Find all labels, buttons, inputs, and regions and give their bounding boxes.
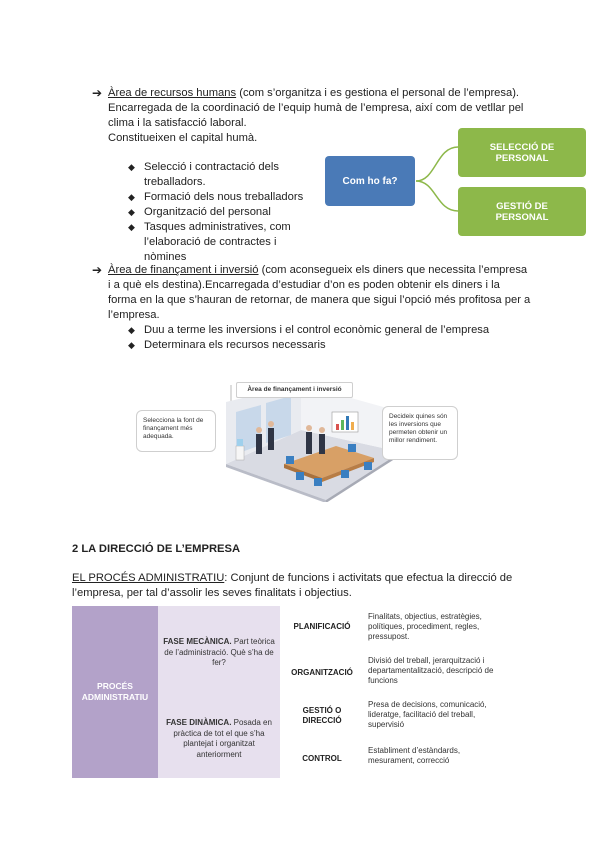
finance-bullet-text: Determinara els recursos necessaris	[144, 339, 326, 351]
diagram-selection-box: SELECCIÓ DE PERSONAL	[458, 128, 586, 177]
hr-area-line2: Encarregada de la coordinació de l’equip humà de l’empresa, així com de vetllar pel	[108, 102, 524, 114]
hr-bullet-text: Tasques administratives, com	[144, 221, 291, 233]
row-label-management: GESTIÓ O DIRECCIÓ	[302, 706, 342, 725]
hr-area-line3: clima i la satisfacció laboral.	[108, 117, 247, 129]
finance-bullet-text: Duu a terme les inversions i el control econòmic general de l’empresa	[144, 324, 490, 336]
hr-bullet-text: Formació dels nous treballadors	[144, 191, 304, 203]
hr-bullet-text: treballadors.	[144, 176, 206, 188]
illustration-right-callout: Decideix quines són les inversions que permeten obtenir un millor rendiment.	[382, 406, 458, 460]
diamond-bullet-icon: ◆	[128, 207, 135, 217]
illustration-left-callout: Selecciona la font de finançament més adequada.	[136, 410, 216, 452]
diamond-bullet-icon: ◆	[128, 192, 135, 202]
hr-area-title: Àrea de recursos humans	[108, 87, 237, 99]
section-heading: 2 LA DIRECCIÓ DE L’EMPRESA	[72, 543, 241, 555]
finance-area-line3: forma en la que s’hauran de retornar, de manera que sigui l’opció més profitosa per a	[108, 294, 531, 306]
hr-bullet-text: nòmines	[144, 251, 187, 263]
intro-title: EL PROCÉS ADMINISTRATIU	[72, 572, 225, 584]
intro-line1: EL PROCÉS ADMINISTRATIU: Conjunt de funcions i activitats que efectua la direcció de	[72, 572, 513, 584]
diamond-bullet-icon: ◆	[128, 162, 135, 172]
finance-area-line1: Àrea de finançament i inversió (com aconsegueix els diners que necessita l’empresa	[108, 264, 528, 276]
row-label-control: CONTROL	[302, 754, 342, 763]
finance-area-line4: l’empresa.	[108, 309, 160, 321]
row-desc-control: Establiment d’estàndards, mesurament, correcció	[368, 746, 461, 765]
row-desc-management: Presa de decisions, comunicació, lideratge, facilitació del treball, supervisió	[368, 700, 487, 729]
hr-bullet-text: Organització del personal	[144, 206, 271, 218]
arrow-bullet-icon: ➔	[92, 86, 103, 100]
mechanical-phase: FASE MECÀNICA. Part teòrica de l’administració. Què s’ha de fer?	[163, 637, 275, 667]
row-desc-planning: Finalitats, objectius, estratègies, polítiques, procediment, regles, pressupost.	[368, 612, 482, 641]
hr-area-line4: Constitueixen el capital humà.	[108, 132, 258, 144]
row-label-planning: PLANIFICACIÓ	[293, 622, 351, 631]
dynamic-phase: FASE DINÀMICA. Posada en pràctica de tot el que s’ha plantejat i organitzat anteriorment	[166, 718, 272, 759]
diamond-bullet-icon: ◆	[128, 222, 135, 232]
process-left-cell: PROCÉS ADMINISTRATIU	[72, 606, 158, 778]
hr-bullet-text: l’elaboració de contractes i	[144, 236, 277, 248]
arrow-bullet-icon: ➔	[92, 263, 103, 277]
intro-line2: l’empresa, per tal d’assolir les seves finalitats i objectius.	[72, 587, 352, 599]
finance-illustration	[136, 372, 466, 502]
diagram-center-box: Com ho fa?	[325, 156, 415, 206]
diamond-bullet-icon: ◆	[128, 325, 135, 335]
row-desc-organization: Divisió del treball, jerarquització i departamentalització, descripció de funcions	[368, 656, 494, 685]
hr-bullet-text: Selecció i contractació dels	[144, 161, 279, 173]
finance-area-line2: i a què els destina).Encarregada d’estudiar d’on es poden obtenir els diners i la	[108, 279, 500, 291]
hr-area-line1: Àrea de recursos humans (com s’organitza i es gestiona el personal de l’empresa).	[108, 87, 520, 99]
diagram-management-box: GESTIÓ DE PERSONAL	[458, 187, 586, 236]
finance-area-title: Àrea de finançament i inversió	[108, 264, 259, 276]
illustration-header: Àrea de finançament i inversió	[236, 382, 353, 398]
diamond-bullet-icon: ◆	[128, 340, 135, 350]
row-label-organization: ORGANITZACIÓ	[291, 668, 353, 677]
